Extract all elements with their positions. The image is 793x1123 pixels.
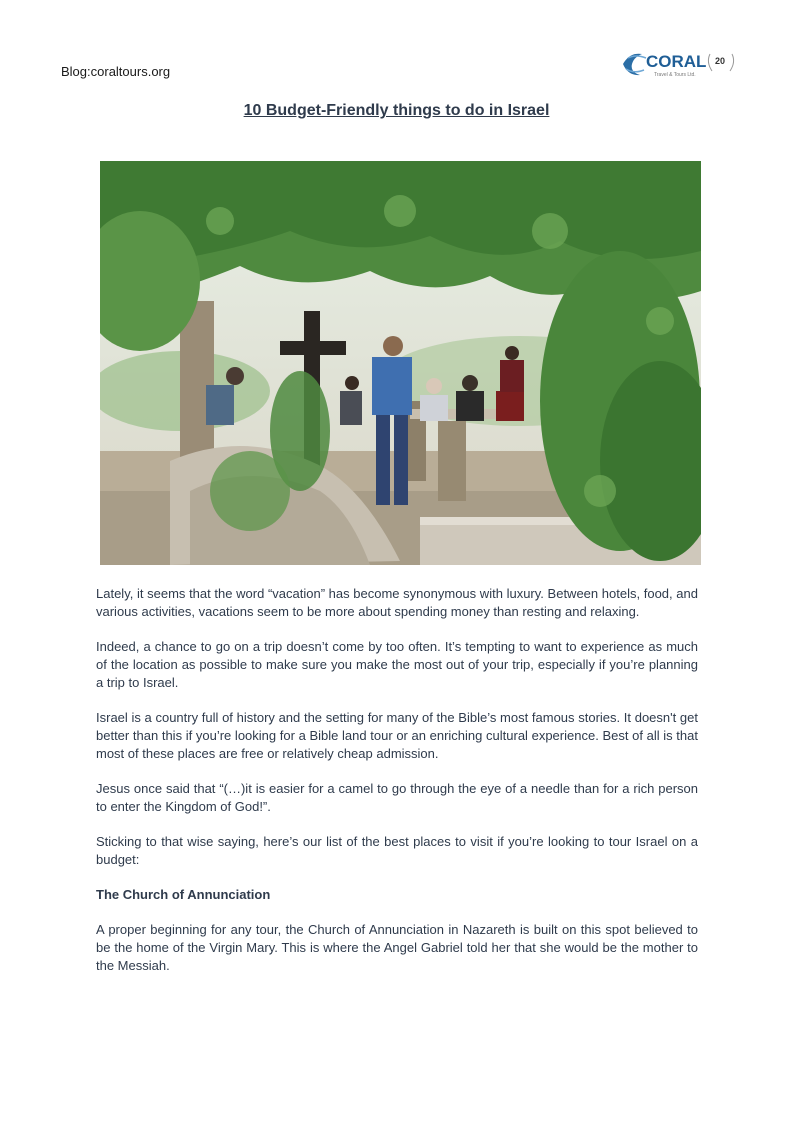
section-paragraph: A proper beginning for any tour, the Church of Annunciation in Nazareth is built on this spot believed to be the home of the Virgin Mary. This is where the Angel Gabriel told her that she would be the mother to the Messiah. [96, 922, 698, 973]
article-photo [100, 161, 701, 565]
article-body [96, 585, 698, 992]
article-title: 10 Budget-Friendly things to do in Israel [243, 102, 550, 119]
coral-logo [620, 44, 738, 84]
logo-anniversary-text: 20 [715, 56, 726, 66]
article-paragraph-5: Sticking to that wise saying, here’s our list of the best places to visit if you’re looking to tour Israel on a budget: [96, 834, 698, 867]
article-paragraph-3: Israel is a country full of history and the setting for many of the Bible’s most famous stories. It doesn't get better than this if you’re looking for a Bible land tour or an enriching cultural experience. Best of all is that most of these places are free or relatively cheap admission. [96, 710, 698, 761]
article-paragraph-1: Lately, it seems that the word “vacation” has become synonymous with luxury. Between hotels, food, and various activities, vacations seem to be more about spending money than resting and relaxing. [96, 586, 698, 619]
garden-photo-illustration [100, 161, 701, 565]
section-heading: The Church of Annunciation [96, 887, 271, 902]
article-paragraph-2: Indeed, a chance to go on a trip doesn’t come by too often. It’s tempting to want to experience as much of the location as possible to make sure you make the most out of your trip, especially if you’re planning a trip to Israel. [96, 639, 698, 690]
article-paragraph-4: Jesus once said that “(…)it is easier for a camel to go through the eye of a needle than for a rich person to enter the Kingdom of God!”. [96, 781, 698, 814]
coral-logo-graphic [620, 44, 738, 84]
logo-brand-text: CORAL [646, 52, 707, 71]
logo-tagline-text: Travel & Tours Ltd. [654, 72, 696, 78]
blog-url-label: Blog:coraltours.org [61, 64, 171, 79]
